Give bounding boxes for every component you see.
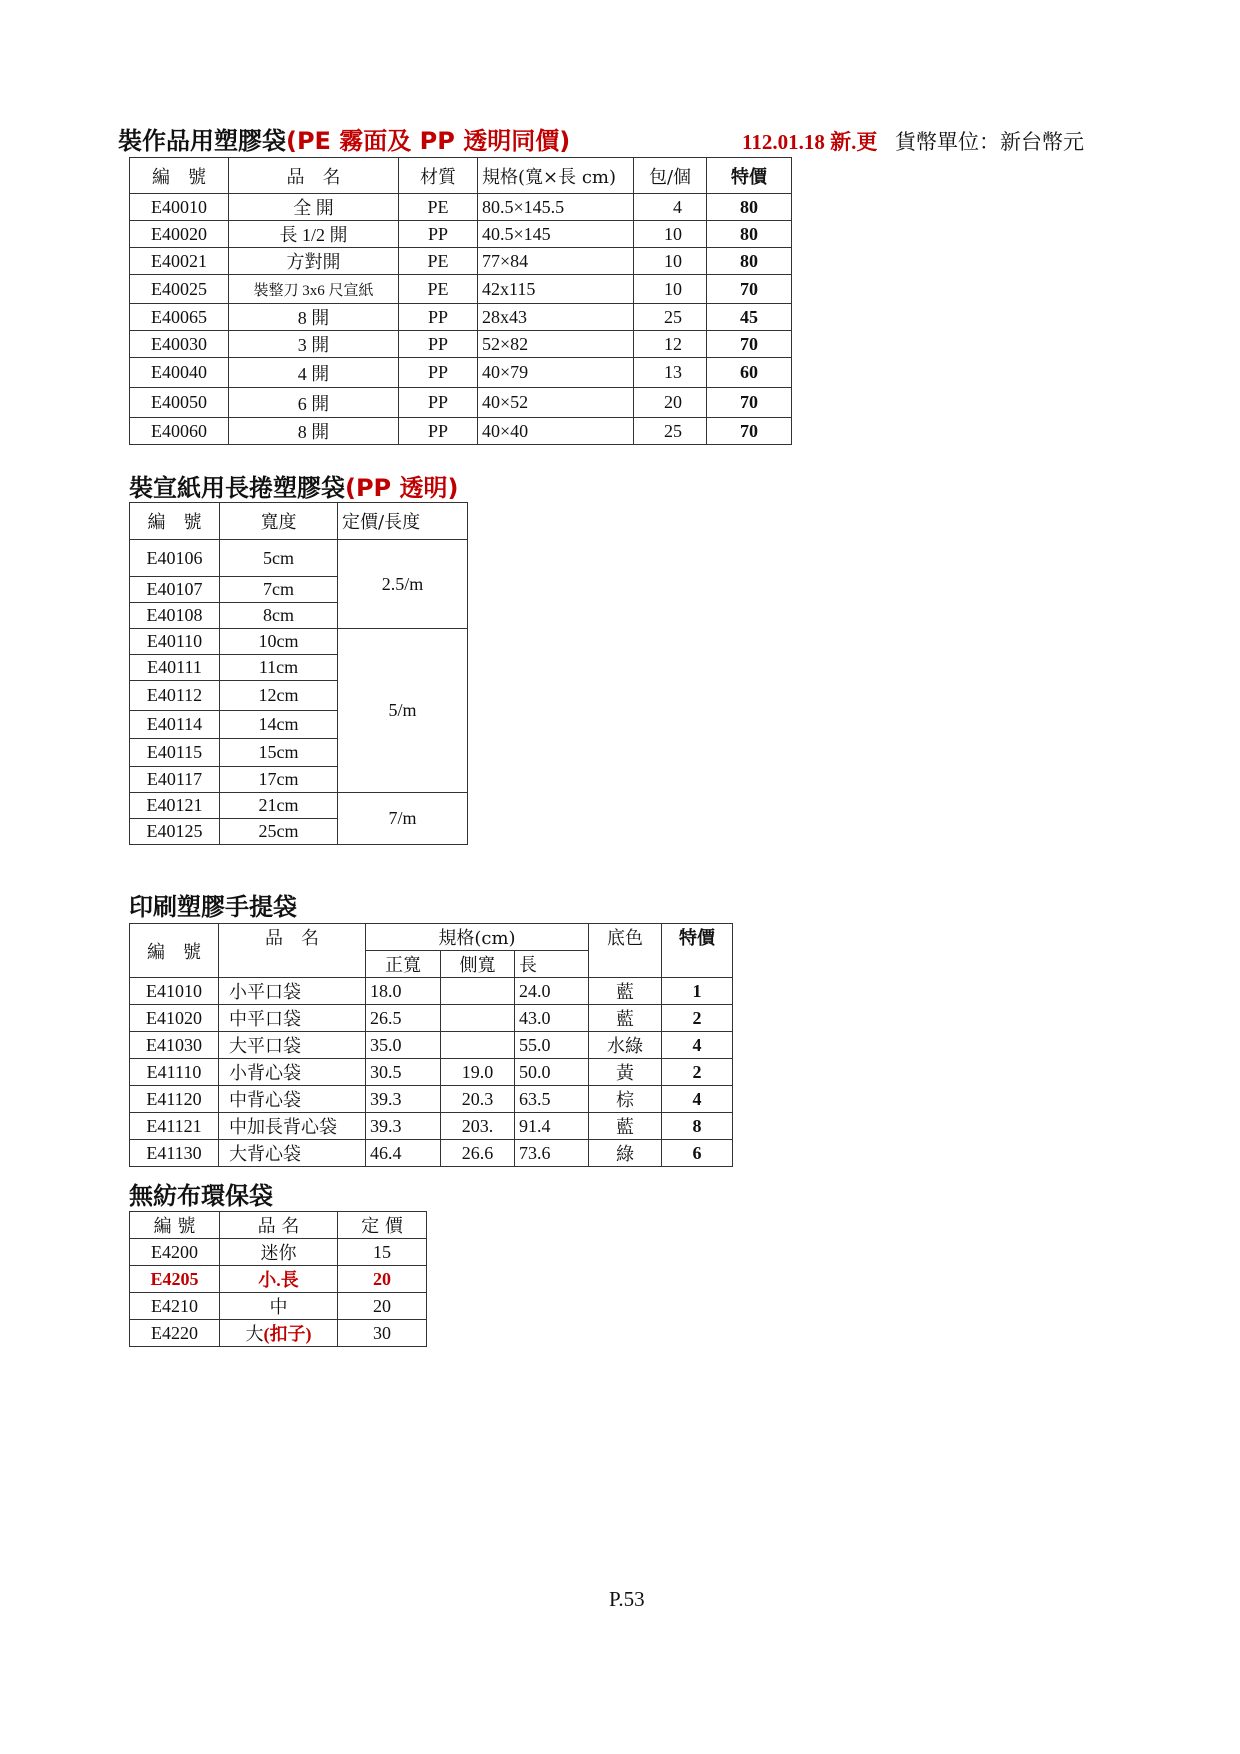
code-cell: E40020 (130, 221, 229, 248)
length-cell: 91.4 (515, 1113, 589, 1140)
section1-title-note: (PE 霧面及 PP 透明同價) (286, 127, 571, 155)
side-cell: 19.0 (441, 1059, 515, 1086)
table-row (130, 1293, 427, 1320)
price-cell: 80 (707, 248, 792, 275)
name-cell: 長 1/2 開 (229, 221, 399, 248)
header-cell: 正寬 (366, 951, 441, 978)
name-cell: 中 (220, 1293, 338, 1320)
table-header-row (130, 924, 733, 951)
price-cell: 70 (707, 275, 792, 304)
price-cell: 30 (338, 1320, 427, 1347)
width-cell: 21cm (220, 793, 338, 819)
name-cell: 小.長 (220, 1266, 338, 1293)
section1-title (118, 121, 570, 156)
table-row-highlighted (130, 1266, 427, 1293)
name-cell: 小背心袋 (219, 1059, 366, 1086)
name-cell: 6 開 (229, 388, 399, 418)
price-cell: 8 (662, 1113, 733, 1140)
header-cell: 定價/長度 (338, 503, 468, 540)
code-cell: E41010 (130, 978, 219, 1005)
width-cell: 15cm (220, 739, 338, 767)
header-cell: 品 名 (229, 158, 399, 194)
price-cell: 4 (662, 1032, 733, 1059)
update-date: 112.01.18 新.更 (742, 130, 878, 154)
material-cell: PP (399, 304, 478, 331)
color-cell: 水綠 (589, 1032, 662, 1059)
name-cell: 中加長背心袋 (219, 1113, 366, 1140)
code-cell: E40060 (130, 418, 229, 445)
table-row (130, 629, 468, 655)
side-cell (441, 978, 515, 1005)
length-cell: 73.6 (515, 1140, 589, 1167)
code-cell: E40106 (130, 540, 220, 577)
pack-cell: 10 (634, 275, 707, 304)
code-cell: E40010 (130, 194, 229, 221)
name-cell: 8 開 (229, 304, 399, 331)
nonwoven-table (129, 1211, 427, 1347)
code-cell: E40110 (130, 629, 220, 655)
table-row (130, 1032, 733, 1059)
table-header-row (130, 158, 792, 194)
material-cell: PP (399, 358, 478, 388)
code-cell: E40117 (130, 767, 220, 793)
name-cell: 中背心袋 (219, 1086, 366, 1113)
pack-cell: 12 (634, 331, 707, 358)
side-cell: 26.6 (441, 1140, 515, 1167)
header-cell: 規格(寬×長 cm) (478, 158, 634, 194)
code-cell: E40114 (130, 711, 220, 739)
name-cell: 大平口袋 (219, 1032, 366, 1059)
price-cell: 1 (662, 978, 733, 1005)
table-row (130, 388, 792, 418)
currency-note: 貨幣單位：新台幣元 (895, 130, 1084, 154)
front-cell: 39.3 (366, 1086, 441, 1113)
price-cell: 2 (662, 1059, 733, 1086)
header-cell: 特價 (662, 924, 733, 978)
width-cell: 12cm (220, 681, 338, 711)
bag-table (129, 157, 792, 445)
spec-cell: 52×82 (478, 331, 634, 358)
width-cell: 14cm (220, 711, 338, 739)
code-cell: E40108 (130, 603, 220, 629)
table-row (130, 1059, 733, 1086)
pack-cell: 20 (634, 388, 707, 418)
table-header-row (130, 1212, 427, 1239)
section3-title: 印刷塑膠手提袋 (129, 893, 297, 921)
name-cell: 大背心袋 (219, 1140, 366, 1167)
table-row (130, 194, 792, 221)
section2-title-note: (PP 透明) (345, 474, 459, 502)
table-row (130, 304, 792, 331)
spec-cell: 40×79 (478, 358, 634, 388)
header-cell: 編 號 (130, 503, 220, 540)
pack-cell: 13 (634, 358, 707, 388)
section2-title-main: 裝宣紙用長捲塑膠袋 (129, 474, 345, 502)
code-cell: E40030 (130, 331, 229, 358)
material-cell: PP (399, 221, 478, 248)
table-row (130, 540, 468, 577)
header-cell: 長 (515, 951, 589, 978)
section1-title-main: 裝作品用塑膠袋 (118, 127, 286, 155)
code-cell: E40065 (130, 304, 229, 331)
header-cell: 品 名 (220, 1212, 338, 1239)
price-cell: 6 (662, 1140, 733, 1167)
header-cell: 編 號 (130, 158, 229, 194)
price-cell: 5/m (338, 629, 468, 793)
code-cell: E40107 (130, 577, 220, 603)
price-cell: 60 (707, 358, 792, 388)
section4-title: 無紡布環保袋 (129, 1182, 273, 1210)
page-number: P.53 (609, 1587, 645, 1611)
name-cell: 方對開 (229, 248, 399, 275)
header-cell: 規格(cm) (366, 924, 589, 951)
header-cell: 材質 (399, 158, 478, 194)
material-cell: PE (399, 275, 478, 304)
front-cell: 35.0 (366, 1032, 441, 1059)
name-text: 大 (245, 1324, 264, 1344)
width-cell: 8cm (220, 603, 338, 629)
front-cell: 46.4 (366, 1140, 441, 1167)
price-cell: 80 (707, 194, 792, 221)
header-cell: 編 號 (130, 1212, 220, 1239)
width-cell: 11cm (220, 655, 338, 681)
side-cell (441, 1005, 515, 1032)
length-cell: 63.5 (515, 1086, 589, 1113)
length-cell: 43.0 (515, 1005, 589, 1032)
header-cell: 特價 (707, 158, 792, 194)
code-cell: E40040 (130, 358, 229, 388)
roll-table (129, 502, 468, 845)
table-header-row (130, 503, 468, 540)
code-cell: E40021 (130, 248, 229, 275)
header-cell: 品 名 (219, 924, 366, 978)
header-cell: 包/個 (634, 158, 707, 194)
spec-cell: 42x115 (478, 275, 634, 304)
front-cell: 18.0 (366, 978, 441, 1005)
table-row (130, 793, 468, 819)
price-cell: 70 (707, 388, 792, 418)
price-cell: 70 (707, 331, 792, 358)
material-cell: PP (399, 418, 478, 445)
spec-cell: 40×40 (478, 418, 634, 445)
side-cell: 203. (441, 1113, 515, 1140)
table-row (130, 1320, 427, 1347)
material-cell: PP (399, 331, 478, 358)
price-cell: 4 (662, 1086, 733, 1113)
code-cell: E4205 (130, 1266, 220, 1293)
color-cell: 藍 (589, 1005, 662, 1032)
spec-cell: 77×84 (478, 248, 634, 275)
front-cell: 30.5 (366, 1059, 441, 1086)
code-cell: E40125 (130, 819, 220, 845)
color-cell: 綠 (589, 1140, 662, 1167)
front-cell: 26.5 (366, 1005, 441, 1032)
code-cell: E4220 (130, 1320, 220, 1347)
price-cell: 15 (338, 1239, 427, 1266)
code-cell: E40115 (130, 739, 220, 767)
table-row (130, 1113, 733, 1140)
material-cell: PE (399, 248, 478, 275)
color-cell: 棕 (589, 1086, 662, 1113)
spec-cell: 40.5×145 (478, 221, 634, 248)
side-cell: 20.3 (441, 1086, 515, 1113)
name-cell: 裝整刀 3x6 尺宣紙 (229, 275, 399, 304)
color-cell: 藍 (589, 978, 662, 1005)
header-cell: 寬度 (220, 503, 338, 540)
pack-cell: 25 (634, 418, 707, 445)
name-cell: 4 開 (229, 358, 399, 388)
name-cell: 迷你 (220, 1239, 338, 1266)
name-cell: 8 開 (229, 418, 399, 445)
table-row (130, 418, 792, 445)
price-cell: 45 (707, 304, 792, 331)
spec-cell: 80.5×145.5 (478, 194, 634, 221)
color-cell: 藍 (589, 1113, 662, 1140)
table-row (130, 221, 792, 248)
material-cell: PP (399, 388, 478, 418)
name-cell (220, 1320, 338, 1347)
table-row (130, 248, 792, 275)
header-cell: 側寬 (441, 951, 515, 978)
table-row (130, 1239, 427, 1266)
handbag-table (129, 923, 733, 1167)
section2-title (129, 468, 458, 503)
code-cell: E40111 (130, 655, 220, 681)
name-cell: 中平口袋 (219, 1005, 366, 1032)
table-row (130, 1086, 733, 1113)
name-suffix: (扣子) (263, 1324, 312, 1344)
name-cell: 3 開 (229, 331, 399, 358)
price-cell: 70 (707, 418, 792, 445)
price-cell: 20 (338, 1293, 427, 1320)
front-cell: 39.3 (366, 1113, 441, 1140)
color-cell: 黃 (589, 1059, 662, 1086)
width-cell: 17cm (220, 767, 338, 793)
code-cell: E41030 (130, 1032, 219, 1059)
code-cell: E40112 (130, 681, 220, 711)
length-cell: 55.0 (515, 1032, 589, 1059)
length-cell: 24.0 (515, 978, 589, 1005)
material-cell: PE (399, 194, 478, 221)
code-cell: E41130 (130, 1140, 219, 1167)
table-row (130, 978, 733, 1005)
code-cell: E41020 (130, 1005, 219, 1032)
width-cell: 10cm (220, 629, 338, 655)
price-cell: 80 (707, 221, 792, 248)
table-row (130, 1140, 733, 1167)
width-cell: 25cm (220, 819, 338, 845)
pack-cell: 10 (634, 221, 707, 248)
price-cell: 7/m (338, 793, 468, 845)
pack-cell: 25 (634, 304, 707, 331)
header-cell: 編 號 (130, 924, 219, 978)
pack-cell: 10 (634, 248, 707, 275)
price-cell: 2.5/m (338, 540, 468, 629)
header-cell: 定 價 (338, 1212, 427, 1239)
code-cell: E40025 (130, 275, 229, 304)
code-cell: E4200 (130, 1239, 220, 1266)
code-cell: E41120 (130, 1086, 219, 1113)
table-row (130, 358, 792, 388)
name-cell: 小平口袋 (219, 978, 366, 1005)
width-cell: 7cm (220, 577, 338, 603)
width-cell: 5cm (220, 540, 338, 577)
price-cell: 20 (338, 1266, 427, 1293)
spec-cell: 28x43 (478, 304, 634, 331)
pack-cell: 4 (634, 194, 707, 221)
name-cell: 全 開 (229, 194, 399, 221)
code-cell: E40050 (130, 388, 229, 418)
header-cell: 底色 (589, 924, 662, 978)
length-cell: 50.0 (515, 1059, 589, 1086)
code-cell: E40121 (130, 793, 220, 819)
code-cell: E41110 (130, 1059, 219, 1086)
table-row (130, 275, 792, 304)
code-cell: E41121 (130, 1113, 219, 1140)
code-cell: E4210 (130, 1293, 220, 1320)
table-row (130, 1005, 733, 1032)
side-cell (441, 1032, 515, 1059)
spec-cell: 40×52 (478, 388, 634, 418)
price-cell: 2 (662, 1005, 733, 1032)
table-row (130, 331, 792, 358)
